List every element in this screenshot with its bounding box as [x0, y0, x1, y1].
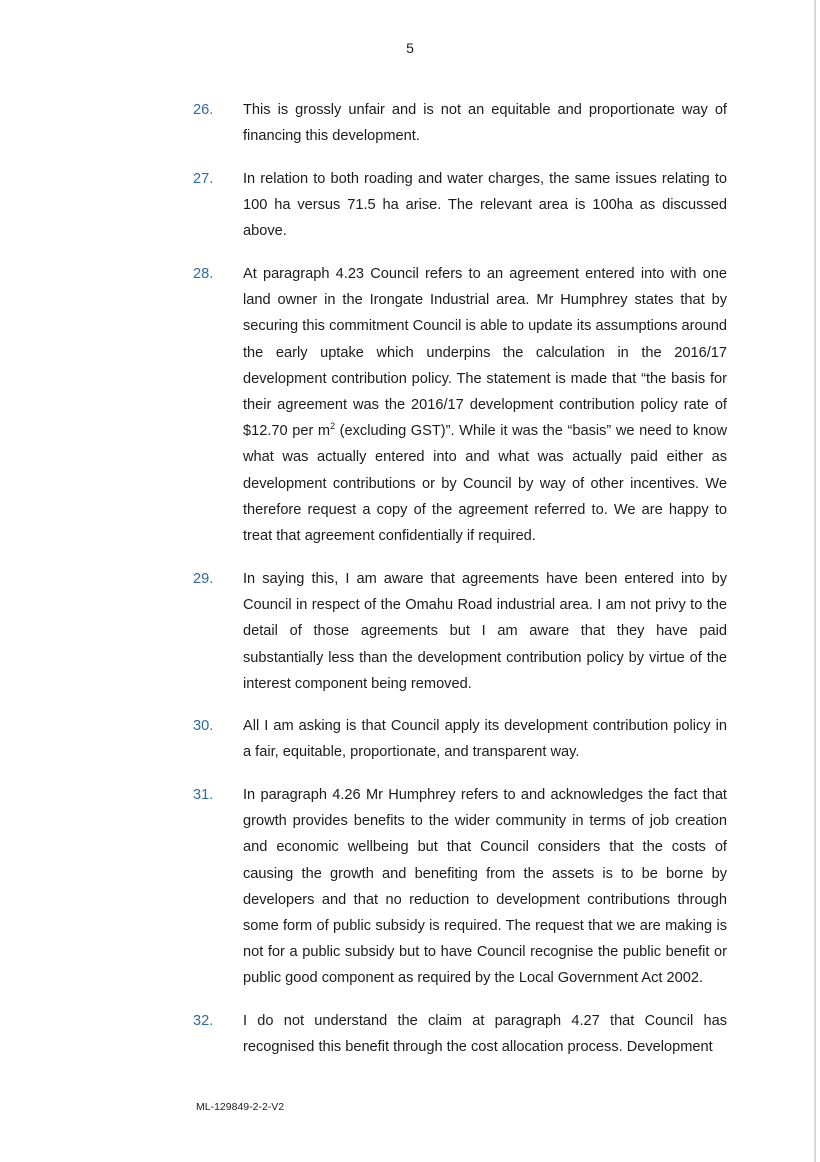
page-edge-shadow: [814, 0, 816, 1162]
paragraph-26: [193, 97, 727, 149]
paragraph-number: 32.: [193, 1013, 214, 1029]
paragraph-text: This is grossly unfair and is not an equitable and proportionate way of financing this development.: [243, 102, 727, 145]
paragraph-32: [193, 1008, 727, 1060]
page-number: 5: [406, 40, 414, 56]
paragraph-text-part: At paragraph 4.23 Council refers to an agreement entered into with one land owner in the Irongate Industrial area. Mr Humphrey states that by securing this commitment Council is able to update its assumptions around the early uptake which underpins the calculation in the 2016/17 development contribution policy. The statement is made that “the basis for their agreement was the 2016/17 development contribution policy rate of $12.70 per m: [243, 266, 727, 440]
superscript: 2: [330, 421, 336, 432]
paragraph-30: [193, 713, 727, 765]
paragraph-31: [193, 782, 727, 992]
paragraph-number: 30.: [193, 718, 214, 734]
paragraph-text: [243, 261, 727, 549]
paragraph-number: 29.: [193, 571, 214, 587]
paragraph-text: All I am asking is that Council apply its development contribution policy in a fair, equitable, proportionate, and transparent way.: [243, 718, 727, 761]
paragraph-28: [193, 261, 727, 549]
paragraph-number: 28.: [193, 266, 214, 282]
paragraph-text: In relation to both roading and water charges, the same issues relating to 100 ha versus 71.5 ha arise. The relevant area is 100ha as discussed above.: [243, 171, 727, 240]
paragraph-27: [193, 166, 727, 245]
paragraph-text: I do not understand the claim at paragraph 4.27 that Council has recognised this benefit through the cost allocation process. Development: [243, 1013, 727, 1056]
paragraph-number: 26.: [193, 102, 214, 118]
paragraph-number: 31.: [193, 787, 214, 803]
paragraph-text: In paragraph 4.26 Mr Humphrey refers to and acknowledges the fact that growth provides benefits to the wider community in terms of job creation and economic wellbeing but that Council considers that the costs of causing the growth and benefiting from the assets is to be borne by developers and that no reduction to development contributions through some form of public subsidy is required. The request that we are making is not for a public subsidy but to have Council recognise the public benefit or public good component as required by the Local Government Act 2002.: [243, 787, 727, 987]
document-reference-footer: ML-129849-2-2-V2: [196, 1101, 285, 1113]
paragraph-number: 27.: [193, 171, 214, 187]
paragraph-text-part: (excluding GST)”. While it was the “basis” we need to know what was actually entered into and what was actually paid either as development contributions or by Council by way of other incentives. We therefore request a copy of the agreement referred to. We are happy to treat that agreement confidentially if required.: [243, 423, 727, 545]
paragraph-text: In saying this, I am aware that agreements have been entered into by Council in respect of the Omahu Road industrial area. I am not privy to the detail of those agreements but I am aware that they have paid substantially less than the development contribution policy by virtue of the interest component being removed.: [243, 571, 727, 692]
paragraph-29: [193, 566, 727, 697]
